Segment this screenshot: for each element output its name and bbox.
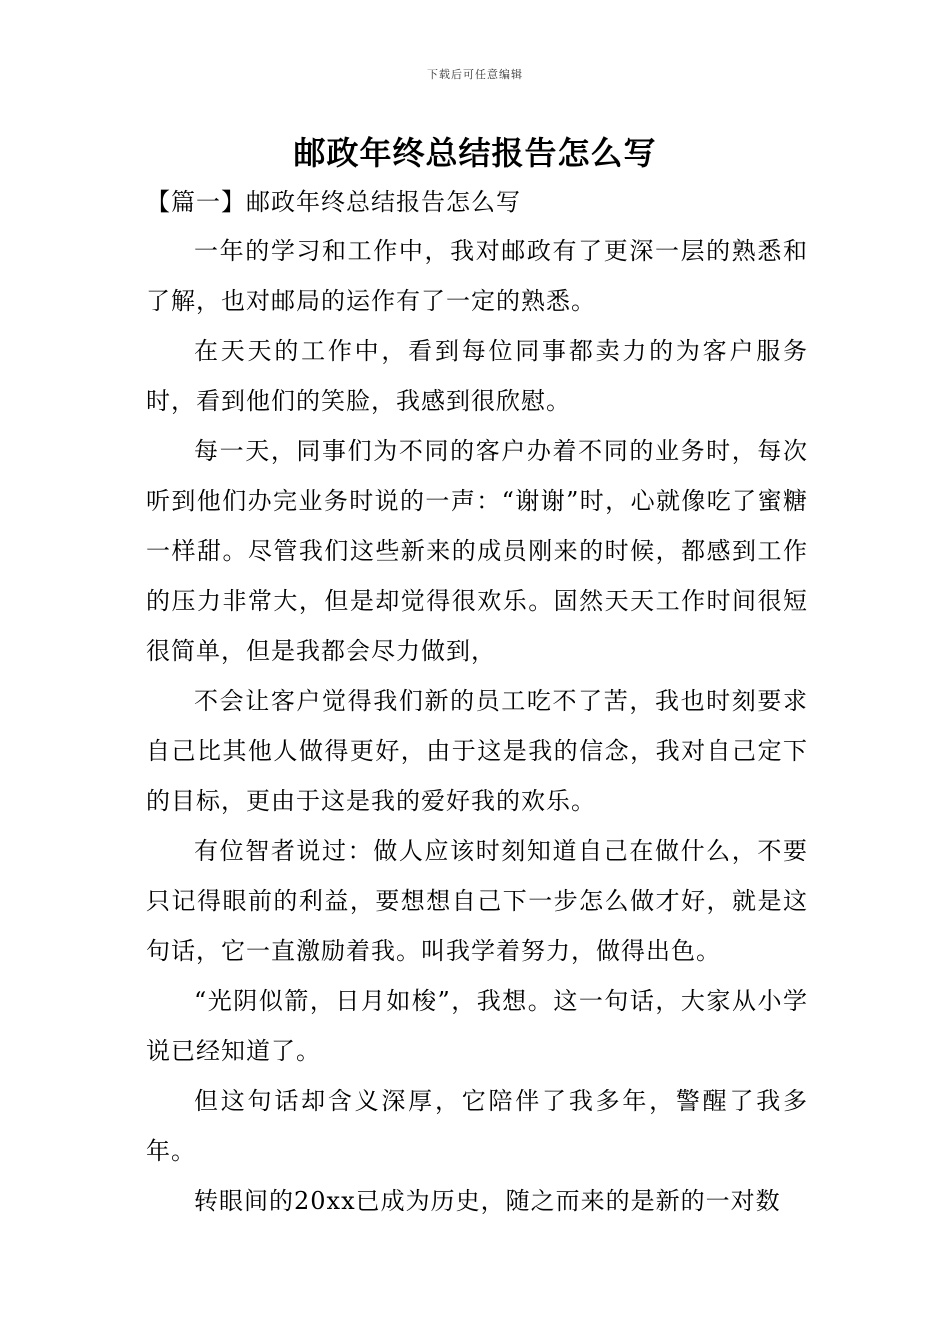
body-text [146,226,808,1226]
paragraph: 在天天的工作中，看到每位同事都卖力的为客户服务时，看到他们的笑脸，我感到很欣慰。 [146,337,808,415]
paragraph: 一年的学习和工作中，我对邮政有了更深一层的熟悉和了解，也对邮局的运作有了一定的熟悉。 [146,237,808,315]
paragraph: 但这句话却含义深厚，它陪伴了我多年，警醒了我多年。 [146,1087,808,1165]
paragraph: 转眼间的20xx已成为历史，随之而来的是新的一对数 [194,1187,781,1215]
header-note: 下载后可任意编辑 [427,68,523,81]
section-heading: 【篇一】邮政年终总结报告怎么写 [146,188,521,216]
paragraph: “光阴似箭，日月如梭”，我想。这一句话，大家从小学说已经知道了。 [146,987,808,1065]
paragraph: 每一天，同事们为不同的客户办着不同的业务时，每次听到他们办完业务时说的一声：“谢谢”时，心就像吃了蜜糖一样甜。尽管我们这些新来的成员刚来的时候，都感到工作的压力非常大，但是却觉得很欢乐。固然天天工作时间很短很简单，但是我都会尽力做到， [146,437,808,665]
document-title: 邮政年终总结报告怎么写 [293,134,657,172]
paragraph: 有位智者说过：做人应该时刻知道自己在做什么，不要只记得眼前的利益，要想想自己下一步怎么做才好，就是这句话，它一直激励着我。叫我学着努力，做得出色。 [146,837,808,965]
paragraph: 不会让客户觉得我们新的员工吃不了苦，我也时刻要求自己比其他人做得更好，由于这是我的信念，我对自己定下的目标，更由于这是我的爱好我的欢乐。 [146,687,808,815]
